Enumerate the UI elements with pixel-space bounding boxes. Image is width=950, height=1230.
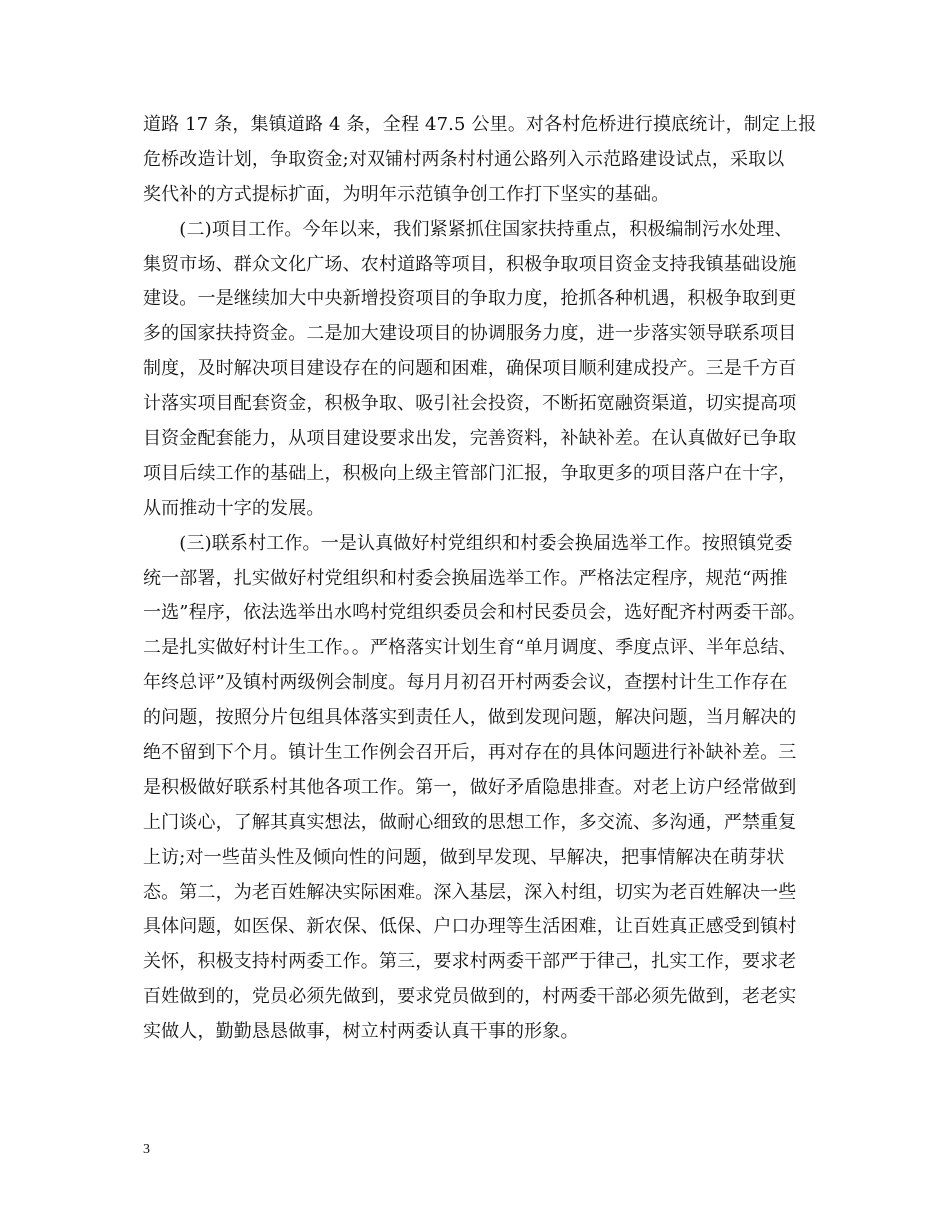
text-line: 年终总评”及镇村两级例会制度。每月月初召开村两委会议，查摆村计生工作存在 (143, 672, 788, 694)
text-line: 从而推动十字的发展。 (143, 497, 325, 519)
text-line: (二)项目工作。今年以来，我们紧紧抓住国家扶持重点，积极编制污水处理、 (143, 218, 793, 240)
document-body (143, 108, 823, 1050)
text-line: 绝不留到下个月。镇计生工作例会召开后，再对存在的具体问题进行补缺补差。三 (143, 742, 797, 764)
text-line: 是积极做好联系村其他各项工作。第一，做好矛盾隐患排查。对老上访户经常做到 (143, 776, 797, 798)
text-line: 道路 17 条，集镇道路 4 条，全程 47.5 公里。对各村危桥进行摸底统计，制定上报 (143, 114, 817, 135)
text-line: 计落实项目配套资金，积极争取、吸引社会投资，不断拓宽融资渠道，切实提高项 (143, 393, 797, 415)
text-line: 集贸市场、群众文化广场、农村道路等项目，积极争取项目资金支持我镇基础设施 (143, 253, 797, 275)
text-line: 建设。一是继续加大中央新增投资项目的争取力度，抢抓各种机遇，积极争取到更 (143, 288, 797, 310)
text-line: 统一部署，扎实做好村党组织和村委会换届选举工作。严格法定程序，规范“两推 (143, 567, 788, 589)
page-number: 3 (143, 1142, 150, 1157)
text-line: 百姓做到的，党员必须先做到，要求党员做到的，村两委干部必须先做到，老老实 (143, 986, 797, 1008)
text-line: 多的国家扶持资金。二是加大建设项目的协调服务力度，进一步落实领导联系项目 (143, 323, 797, 345)
text-line: 上访;对一些苗头性及倾向性的问题，做到早发现、早解决，把事情解决在萌芽状 (143, 846, 785, 868)
text-line: 的问题，按照分片包组具体落实到责任人，做到发现问题，解决问题，当月解决的 (143, 707, 797, 729)
text-line: 态。第二，为老百姓解决实际困难。深入基层，深入村组，切实为老百姓解决一些 (143, 881, 797, 903)
text-line: 奖代补的方式提标扩面，为明年示范镇争创工作打下坚实的基础。 (143, 183, 670, 205)
text-line: 项目后续工作的基础上，积极向上级主管部门汇报，争取更多的项目落户在十字， (143, 462, 797, 484)
text-line: 二是扎实做好村计生工作。。严格落实计划生育“单月调度、季度点评、半年总结、 (143, 637, 797, 659)
text-line: (三)联系村工作。一是认真做好村党组织和村委会换届选举工作。按照镇党委 (143, 532, 793, 554)
text-line: 上门谈心，了解其真实想法，做耐心细致的思想工作，多交流、多沟通，严禁重复 (143, 811, 797, 833)
text-line: 危桥改造计划，争取资金;对双铺村两条村村通公路列入示范路建设试点，采取以 (143, 148, 785, 170)
text-line: 关怀，积极支持村两委工作。第三，要求村两委干部严于律己，扎实工作，要求老 (143, 951, 797, 973)
text-line: 实做人，勤勤恳恳做事，树立村两委认真干事的形象。 (143, 1021, 579, 1043)
text-line: 具体问题，如医保、新农保、低保、户口办理等生活困难，让百姓真正感受到镇村 (143, 916, 797, 938)
text-line: 目资金配套能力，从项目建设要求出发，完善资料，补缺补差。在认真做好已争取 (143, 428, 797, 450)
text-line: 一选”程序，依法选举出水鸣村党组织委员会和村民委员会，选好配齐村两委干部。 (143, 602, 806, 624)
text-line: 制度，及时解决项目建设存在的问题和困难，确保项目顺利建成投产。三是千方百 (143, 358, 797, 380)
